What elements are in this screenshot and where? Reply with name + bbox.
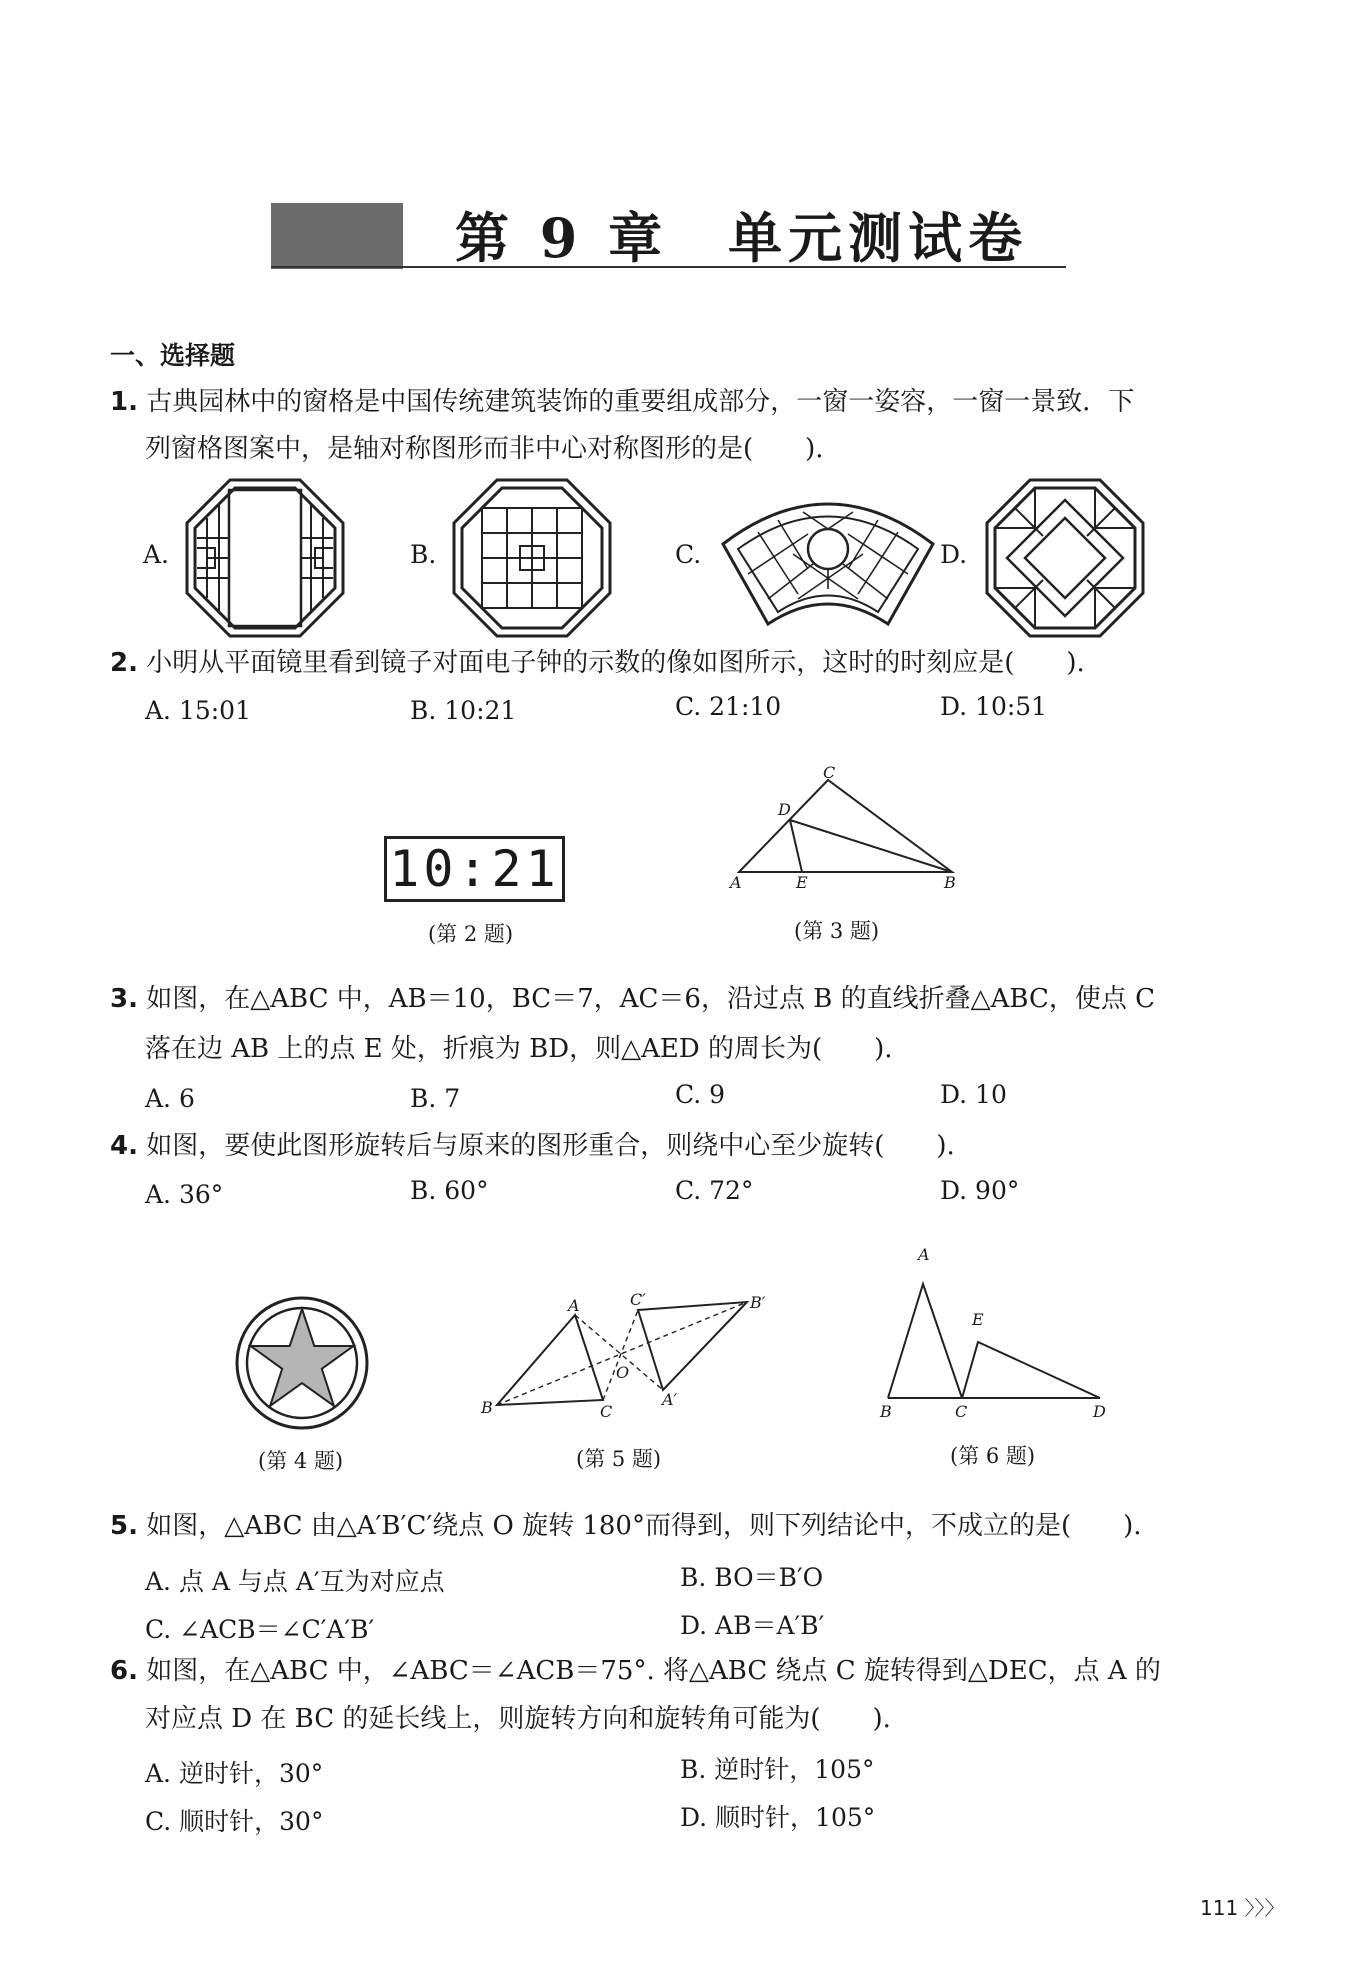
- q1-text2: 列窗格图案中，是轴对称图形而非中心对称图形的是( ).: [145, 434, 824, 464]
- fig6-label-e: E: [972, 1310, 984, 1329]
- q6-option-d: D. 顺时针，105°: [680, 1803, 876, 1832]
- fig6-triangles: [880, 1262, 1110, 1412]
- fig3-label-e: E: [796, 873, 808, 892]
- fig3-label-d: D: [778, 800, 791, 819]
- fig3-label-c: C: [823, 763, 836, 782]
- fig2-caption: (第 2 题): [428, 922, 514, 946]
- q1-option-c: C.: [675, 540, 702, 569]
- fig5-caption: (第 5 题): [576, 1447, 662, 1471]
- fig5-label-c: C: [600, 1402, 613, 1421]
- window-pattern-d: [985, 478, 1145, 638]
- fig5-label-c-prime: C′: [630, 1290, 646, 1309]
- fig6-label-c: C: [955, 1402, 968, 1421]
- fig3-triangle: [725, 760, 965, 890]
- q4-option-c: C. 72°: [675, 1176, 754, 1205]
- q5-text1: 如图，△ABC 由△A′B′C′绕点 O 旋转 180°而得到，则下列结论中，不成立的是( ).: [146, 1511, 1142, 1541]
- digital-clock-display: 10:21: [384, 836, 565, 902]
- q4-option-b: B. 60°: [410, 1176, 489, 1205]
- q6-line1: [110, 1645, 1161, 1697]
- q4-option-d: D. 90°: [940, 1176, 1020, 1205]
- q2-option-b: B. 10:21: [410, 696, 517, 725]
- fig4-star-in-circle: [234, 1295, 370, 1431]
- q3-option-b: B. 7: [410, 1084, 461, 1113]
- q1-line1: [110, 376, 1134, 428]
- title-decoration-block: [271, 203, 403, 269]
- q6-text2: 对应点 D 在 BC 的延长线上，则旋转方向和旋转角可能为( ).: [145, 1704, 891, 1734]
- q5-option-d: D. AB＝A′B′: [680, 1611, 825, 1640]
- q4-number: 4.: [110, 1131, 138, 1161]
- q5-option-a: A. 点 A 与点 A′互为对应点: [145, 1567, 445, 1596]
- q3-option-a: A. 6: [145, 1084, 195, 1113]
- q2-text1: 小明从平面镜里看到镜子对面电子钟的示数的像如图所示，这时的时刻应是( ).: [146, 648, 1085, 678]
- fig5-label-o: O: [616, 1363, 630, 1382]
- fig3-label-b: B: [944, 873, 956, 892]
- q6-number: 6.: [110, 1656, 138, 1686]
- fig5-label-b: B: [481, 1398, 493, 1417]
- q6-option-c: C. 顺时针，30°: [145, 1807, 324, 1836]
- q3-line1: [110, 973, 1155, 1025]
- window-pattern-c: [718, 494, 938, 629]
- q5-option-b: B. BO＝B′O: [680, 1563, 824, 1592]
- fig3-caption: (第 3 题): [794, 919, 880, 943]
- fig6-label-a: A: [918, 1245, 930, 1264]
- q6-option-b: B. 逆时针，105°: [680, 1755, 875, 1784]
- q3-text2: 落在边 AB 上的点 E 处，折痕为 BD，则△AED 的周长为( ).: [145, 1034, 893, 1064]
- fig6-label-b: B: [880, 1402, 892, 1421]
- section-title: 一、选择题: [110, 341, 236, 370]
- q2-line1: [110, 637, 1085, 689]
- q2-option-d: D. 10:51: [940, 692, 1048, 721]
- fig5-label-a-prime: A′: [662, 1390, 678, 1409]
- fig5-rotated-triangles: [485, 1290, 765, 1420]
- q4-line1: [110, 1120, 955, 1172]
- page-number: 111 〉〉〉: [1200, 1896, 1285, 1920]
- window-pattern-a: [185, 478, 345, 638]
- window-pattern-b: [452, 478, 612, 638]
- fig6-caption: (第 6 题): [950, 1444, 1036, 1468]
- q5-option-c: C. ∠ACB＝∠C′A′B′: [145, 1615, 375, 1644]
- q2-number: 2.: [110, 648, 138, 678]
- q1-text1: 古典园林中的窗格是中国传统建筑装饰的重要组成部分，一窗一姿容，一窗一景致．下: [146, 387, 1135, 417]
- q1-option-b: B.: [410, 540, 437, 569]
- fig4-caption: (第 4 题): [258, 1449, 344, 1473]
- q5-number: 5.: [110, 1511, 138, 1541]
- q3-option-c: C. 9: [675, 1080, 726, 1109]
- q1-option-d: D.: [940, 540, 968, 569]
- q1-option-a: A.: [143, 540, 170, 569]
- q3-number: 3.: [110, 984, 138, 1014]
- fig5-label-b-prime: B′: [750, 1293, 766, 1312]
- q2-option-a: A. 15:01: [145, 696, 251, 725]
- q6-text1: 如图，在△ABC 中，∠ABC＝∠ACB＝75°. 将△ABC 绕点 C 旋转得到△DEC，点 A 的: [146, 1656, 1161, 1686]
- fig3-label-a: A: [730, 873, 742, 892]
- q6-option-a: A. 逆时针，30°: [145, 1759, 324, 1788]
- q5-line1: [110, 1500, 1142, 1552]
- q2-option-c: C. 21:10: [675, 692, 782, 721]
- q3-text1: 如图，在△ABC 中，AB＝10，BC＝7，AC＝6，沿过点 B 的直线折叠△ABC，使点 C: [146, 984, 1156, 1014]
- q1-number: 1.: [110, 387, 138, 417]
- q4-text1: 如图，要使此图形旋转后与原来的图形重合，则绕中心至少旋转( ).: [146, 1131, 955, 1161]
- fig6-label-d: D: [1093, 1402, 1106, 1421]
- q3-option-d: D. 10: [940, 1080, 1007, 1109]
- page-title: 第 9 章 单元测试卷: [455, 206, 1029, 270]
- q4-option-a: A. 36°: [145, 1180, 224, 1209]
- fig5-label-a: A: [568, 1296, 580, 1315]
